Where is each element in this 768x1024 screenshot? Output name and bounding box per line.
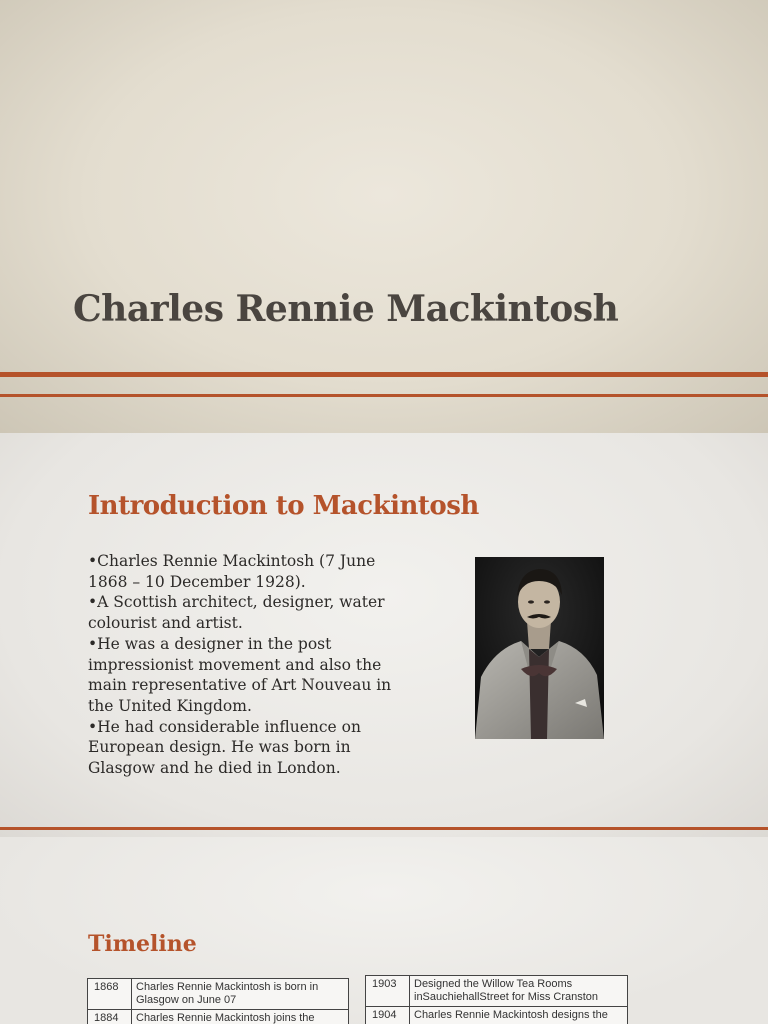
accent-rule-thin [0, 394, 768, 397]
bullet-item: •He was a designer in the post impressionist movement and also the main representative of Art Nouveau in the United Kingdom. [88, 634, 392, 715]
slide-title: Charles Rennie Mackintosh [73, 288, 619, 330]
timeline-slide [0, 837, 768, 1024]
bullet-item: •Charles Rennie Mackintosh (7 June 1868 – 10 December 1928). [88, 552, 376, 591]
event-cell: Charles Rennie Mackintosh designs the [410, 1007, 628, 1024]
year-cell: 1903 [366, 976, 410, 1007]
timeline-table-right [365, 975, 628, 1024]
intro-bullet-list [88, 551, 406, 779]
table-row [88, 1010, 349, 1024]
event-cell: Charles Rennie Mackintosh joins the [132, 1010, 349, 1024]
intro-heading: Introduction to Mackintosh [88, 491, 479, 521]
year-cell: 1904 [366, 1007, 410, 1024]
title-slide [0, 0, 768, 433]
table-row [88, 979, 349, 1010]
event-cell: Designed the Willow Tea Rooms inSauchiehallStreet for Miss Cranston [410, 976, 628, 1007]
year-cell: 1884 [88, 1010, 132, 1024]
table-row [366, 976, 628, 1007]
accent-rule-slide2 [0, 827, 768, 830]
event-cell: Charles Rennie Mackintosh is born in Glasgow on June 07 [132, 979, 349, 1010]
portrait-photo [475, 557, 604, 739]
bullet-item: •He had considerable influence on European design. He was born in Glasgow and he died in London. [88, 717, 361, 778]
table-row [366, 1007, 628, 1024]
timeline-heading: Timeline [88, 931, 197, 957]
timeline-table-left [87, 978, 349, 1024]
portrait-image [475, 557, 604, 739]
bullet-item: •A Scottish architect, designer, water colourist and artist. [88, 593, 385, 633]
accent-rule-thick [0, 372, 768, 377]
year-cell: 1868 [88, 979, 132, 1010]
intro-slide [0, 433, 768, 837]
